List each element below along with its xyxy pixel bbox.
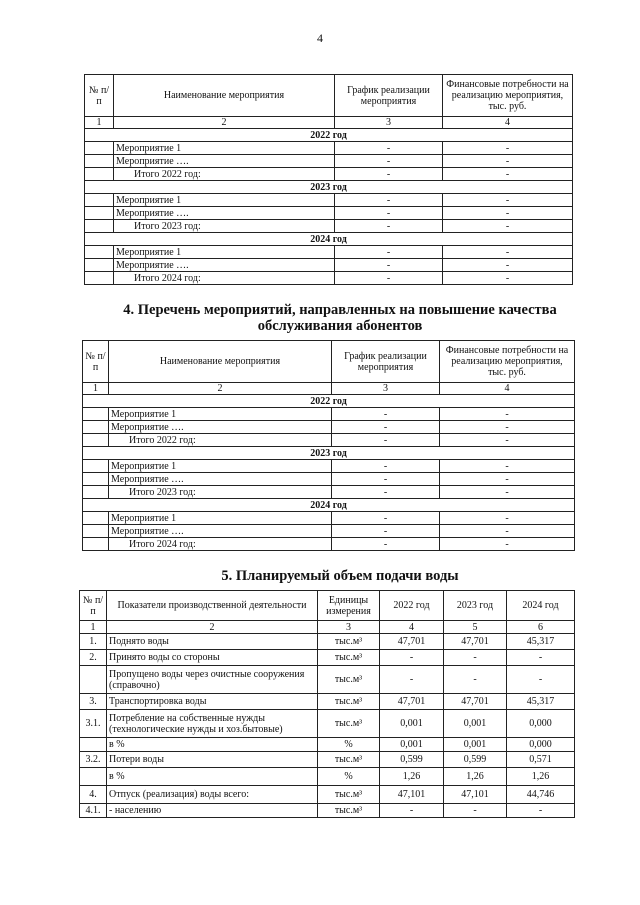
- measure-total: Итого 2023 год:: [114, 220, 335, 233]
- value-2022: 47,701: [380, 694, 444, 710]
- measure-name: Мероприятие ….: [114, 155, 335, 168]
- header-num: № п/п: [83, 341, 109, 383]
- value-2022: 0,001: [380, 738, 444, 752]
- col-num-2: 2: [114, 117, 335, 129]
- measure-name: Мероприятие ….: [109, 473, 332, 486]
- col-num-3: 3: [318, 621, 380, 634]
- schedule-cell: -: [332, 473, 440, 486]
- value-2024: -: [507, 804, 575, 818]
- header-finance: Финансовые потребности на реализацию мероприятия, тыс. руб.: [443, 75, 573, 117]
- finance-cell: -: [443, 207, 573, 220]
- measure-total: Итого 2024 год:: [114, 272, 335, 285]
- row-num: 4.: [80, 786, 107, 804]
- value-2023: 47,101: [444, 786, 507, 804]
- finance-cell: -: [440, 525, 575, 538]
- measure-total: Итого 2022 год:: [109, 434, 332, 447]
- indicator-name: - населению: [107, 804, 318, 818]
- finance-cell: -: [443, 259, 573, 272]
- finance-cell: -: [443, 220, 573, 233]
- col-num-1: 1: [80, 621, 107, 634]
- schedule-cell: -: [335, 155, 443, 168]
- indicator-name: Потери воды: [107, 752, 318, 768]
- indicator-name: Пропущено воды через очистные сооружения (справочно): [107, 666, 318, 694]
- row-num: 2.: [80, 650, 107, 666]
- schedule-cell: -: [332, 421, 440, 434]
- value-2022: 1,26: [380, 768, 444, 786]
- unit-cell: тыс.м³: [318, 710, 380, 738]
- finance-cell: -: [440, 538, 575, 551]
- value-2023: 47,701: [444, 634, 507, 650]
- unit-cell: тыс.м³: [318, 694, 380, 710]
- header-year-2022: 2022 год: [380, 591, 444, 621]
- measure-name: Мероприятие 1: [109, 460, 332, 473]
- col-num-3: 3: [335, 117, 443, 129]
- measure-name: Мероприятие ….: [114, 259, 335, 272]
- col-num-1: 1: [85, 117, 114, 129]
- value-2022: -: [380, 666, 444, 694]
- measure-total: Итого 2023 год:: [109, 486, 332, 499]
- finance-cell: -: [440, 512, 575, 525]
- value-2022: -: [380, 650, 444, 666]
- col-num-5: 5: [444, 621, 507, 634]
- value-2023: -: [444, 666, 507, 694]
- schedule-cell: -: [335, 272, 443, 285]
- finance-cell: -: [443, 246, 573, 259]
- value-2022: -: [380, 804, 444, 818]
- col-num-3: 3: [332, 383, 440, 395]
- unit-cell: тыс.м³: [318, 634, 380, 650]
- value-2023: 47,701: [444, 694, 507, 710]
- finance-cell: -: [443, 272, 573, 285]
- schedule-cell: -: [335, 194, 443, 207]
- row-num: 3.1.: [80, 710, 107, 738]
- value-2024: 44,746: [507, 786, 575, 804]
- header-name: Наименование мероприятия: [109, 341, 332, 383]
- water-supply-table: [79, 590, 575, 818]
- indicator-name: Транспортировка воды: [107, 694, 318, 710]
- schedule-cell: -: [335, 220, 443, 233]
- value-2023: 0,001: [444, 738, 507, 752]
- measure-name: Мероприятие ….: [114, 207, 335, 220]
- schedule-cell: -: [335, 142, 443, 155]
- indicator-name: Отпуск (реализация) воды всего:: [107, 786, 318, 804]
- finance-cell: -: [440, 421, 575, 434]
- measure-total: Итого 2024 год:: [109, 538, 332, 551]
- value-2023: 0,599: [444, 752, 507, 768]
- measure-name: Мероприятие 1: [114, 246, 335, 259]
- value-2022: 0,001: [380, 710, 444, 738]
- unit-cell: %: [318, 768, 380, 786]
- col-num-1: 1: [83, 383, 109, 395]
- indicator-name: Поднято воды: [107, 634, 318, 650]
- value-2024: 0,000: [507, 710, 575, 738]
- schedule-cell: -: [332, 486, 440, 499]
- col-num-6: 6: [507, 621, 575, 634]
- value-2022: 0,599: [380, 752, 444, 768]
- value-2023: 0,001: [444, 710, 507, 738]
- value-2024: 0,571: [507, 752, 575, 768]
- value-2024: 45,317: [507, 634, 575, 650]
- schedule-cell: -: [335, 259, 443, 272]
- measure-name: Мероприятие 1: [114, 142, 335, 155]
- col-num-4: 4: [380, 621, 444, 634]
- indicator-name: в %: [107, 738, 318, 752]
- header-num: № п/п: [85, 75, 114, 117]
- header-year-2024: 2024 год: [507, 591, 575, 621]
- header-unit: Единицы измерения: [318, 591, 380, 621]
- col-num-2: 2: [109, 383, 332, 395]
- finance-cell: -: [440, 460, 575, 473]
- unit-cell: тыс.м³: [318, 752, 380, 768]
- unit-cell: тыс.м³: [318, 666, 380, 694]
- unit-cell: тыс.м³: [318, 650, 380, 666]
- finance-cell: -: [440, 434, 575, 447]
- col-num-4: 4: [440, 383, 575, 395]
- header-finance: Финансовые потребности на реализацию мероприятия, тыс. руб.: [440, 341, 575, 383]
- value-2023: -: [444, 804, 507, 818]
- finance-cell: -: [440, 486, 575, 499]
- finance-cell: -: [443, 168, 573, 181]
- value-2023: -: [444, 650, 507, 666]
- section4-title-line1: 4. Перечень мероприятий, направленных на повышение качества: [123, 302, 557, 318]
- measure-name: Мероприятие ….: [109, 421, 332, 434]
- row-num: 3.: [80, 694, 107, 710]
- schedule-cell: -: [332, 525, 440, 538]
- header-indicator: Показатели производственной деятельности: [107, 591, 318, 621]
- row-num: 1.: [80, 634, 107, 650]
- schedule-cell: -: [332, 434, 440, 447]
- schedule-cell: -: [332, 408, 440, 421]
- col-num-2: 2: [107, 621, 318, 634]
- measures-table-top: [84, 74, 573, 285]
- value-2024: 45,317: [507, 694, 575, 710]
- schedule-cell: -: [335, 168, 443, 181]
- schedule-cell: -: [335, 246, 443, 259]
- indicator-name: Принято воды со стороны: [107, 650, 318, 666]
- value-2024: -: [507, 650, 575, 666]
- finance-cell: -: [440, 408, 575, 421]
- unit-cell: %: [318, 738, 380, 752]
- value-2022: 47,101: [380, 786, 444, 804]
- finance-cell: -: [443, 155, 573, 168]
- measure-name: Мероприятие 1: [109, 512, 332, 525]
- header-num: № п/п: [80, 591, 107, 621]
- header-name: Наименование мероприятия: [114, 75, 335, 117]
- schedule-cell: -: [332, 538, 440, 551]
- header-schedule: График реализации мероприятия: [332, 341, 440, 383]
- finance-cell: -: [443, 194, 573, 207]
- measure-name: Мероприятие ….: [109, 525, 332, 538]
- section4-table: [82, 340, 575, 551]
- value-2024: 0,000: [507, 738, 575, 752]
- schedule-cell: -: [332, 512, 440, 525]
- schedule-cell: -: [335, 207, 443, 220]
- finance-cell: -: [443, 142, 573, 155]
- measure-total: Итого 2022 год:: [114, 168, 335, 181]
- unit-cell: тыс.м³: [318, 786, 380, 804]
- value-2024: -: [507, 666, 575, 694]
- year-row: 2022 год: [85, 129, 573, 142]
- year-row: 2023 год: [83, 447, 575, 460]
- row-num: 3.2.: [80, 752, 107, 768]
- year-row: 2024 год: [85, 233, 573, 246]
- header-schedule: График реализации мероприятия: [335, 75, 443, 117]
- indicator-name: Потребление на собственные нужды (технологические нужды и хоз.бытовые): [107, 710, 318, 738]
- year-row: 2022 год: [83, 395, 575, 408]
- measure-name: Мероприятие 1: [114, 194, 335, 207]
- year-row: 2023 год: [85, 181, 573, 194]
- page-number: 4: [317, 31, 323, 45]
- row-num: [80, 768, 107, 786]
- unit-cell: тыс.м³: [318, 804, 380, 818]
- row-num: [80, 666, 107, 694]
- schedule-cell: -: [332, 460, 440, 473]
- indicator-name: в %: [107, 768, 318, 786]
- value-2022: 47,701: [380, 634, 444, 650]
- section4-title-line2: обслуживания абонентов: [257, 318, 423, 334]
- finance-cell: -: [440, 473, 575, 486]
- section5-title: 5. Планируемый объем подачи воды: [221, 568, 459, 584]
- row-num: 4.1.: [80, 804, 107, 818]
- header-year-2023: 2023 год: [444, 591, 507, 621]
- value-2023: 1,26: [444, 768, 507, 786]
- row-num: [80, 738, 107, 752]
- year-row: 2024 год: [83, 499, 575, 512]
- col-num-4: 4: [443, 117, 573, 129]
- value-2024: 1,26: [507, 768, 575, 786]
- measure-name: Мероприятие 1: [109, 408, 332, 421]
